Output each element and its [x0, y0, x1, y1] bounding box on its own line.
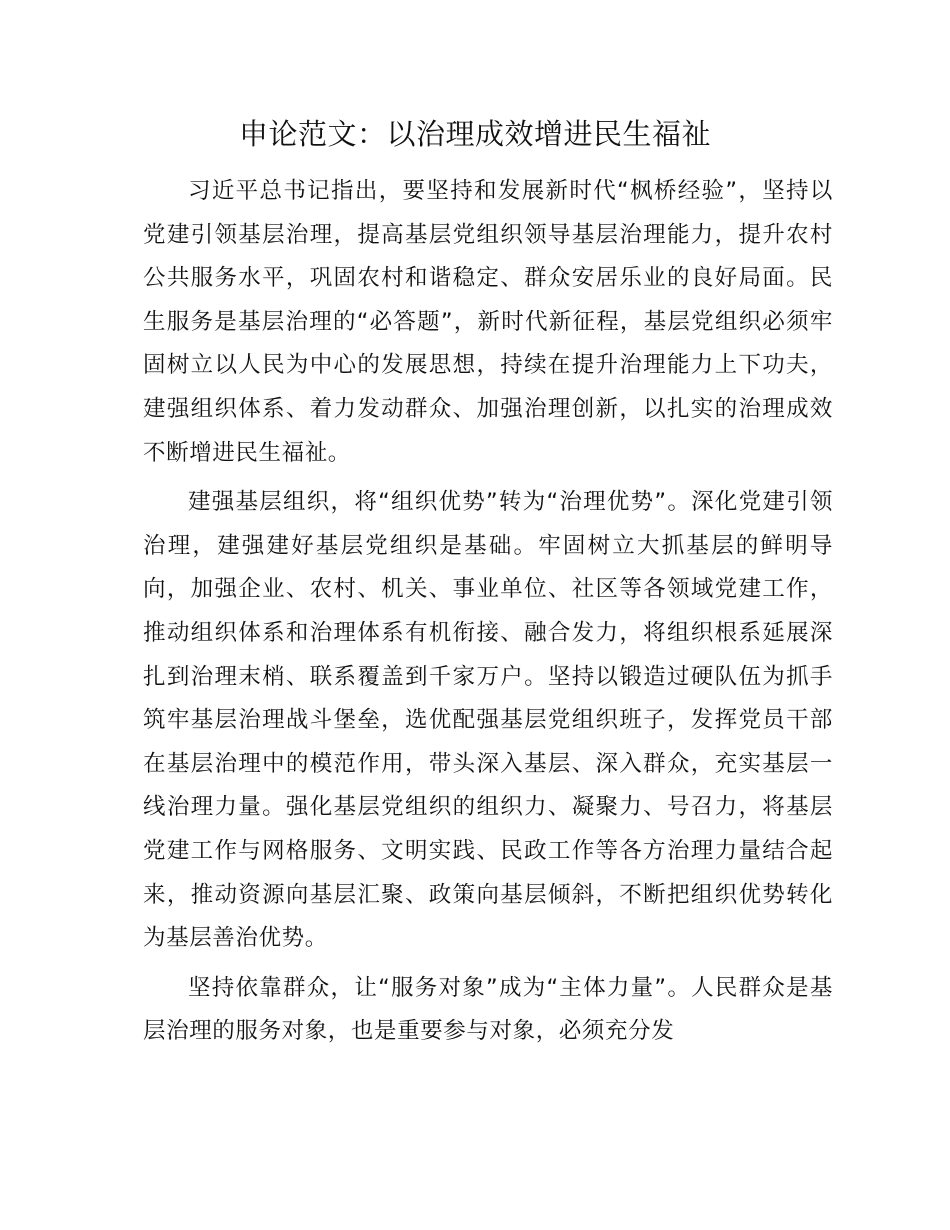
paragraph-masses: 坚持依靠群众，让“服务对象”成为“主体力量”。人民群众是基层治理的服务对象，也是重要参与对象，必须充分发	[143, 974, 833, 1045]
document-title: 申论范文：以治理成效增进民生福祉	[238, 117, 711, 151]
document-body	[143, 170, 833, 1060]
paragraph-organization: 建强基层组织，将“组织优势”转为“治理优势”。深化党建引领治理，建强建好基层党组织是基础。牢固树立大抓基层的鲜明导向，加强企业、农村、机关、事业单位、社区等各领域党建工作，推动组织体系和治理体系有机衔接、融合发力，将组织根系延展深扎到治理末梢、联系覆盖到千家万户。坚持以锻造过硬队伍为抓手筑牢基层治理战斗堡垒，选优配强基层党组织班子，发挥党员干部在基层治理中的模范作用，带头深入基层、深入群众，充实基层一线治理力量。强化基层党组织的组织力、凝聚力、号召力，将基层党建工作与网格服务、文明实践、民政工作等各方治理力量结合起来，推动资源向基层汇聚、政策向基层倾斜，不断把组织优势转化为基层善治优势。	[143, 489, 833, 952]
paragraph-intro: 习近平总书记指出，要坚持和发展新时代“枫桥经验”，坚持以党建引领基层治理，提高基层党组织领导基层治理能力，提升农村公共服务水平，巩固农村和谐稳定、群众安居乐业的良好局面。民生服务是基层治理的“必答题”，新时代新征程，基层党组织必须牢固树立以人民为中心的发展思想，持续在提升治理能力上下功夫，建强组织体系、着力发动群众、加强治理创新，以扎实的治理成效不断增进民生福祉。	[143, 178, 833, 466]
